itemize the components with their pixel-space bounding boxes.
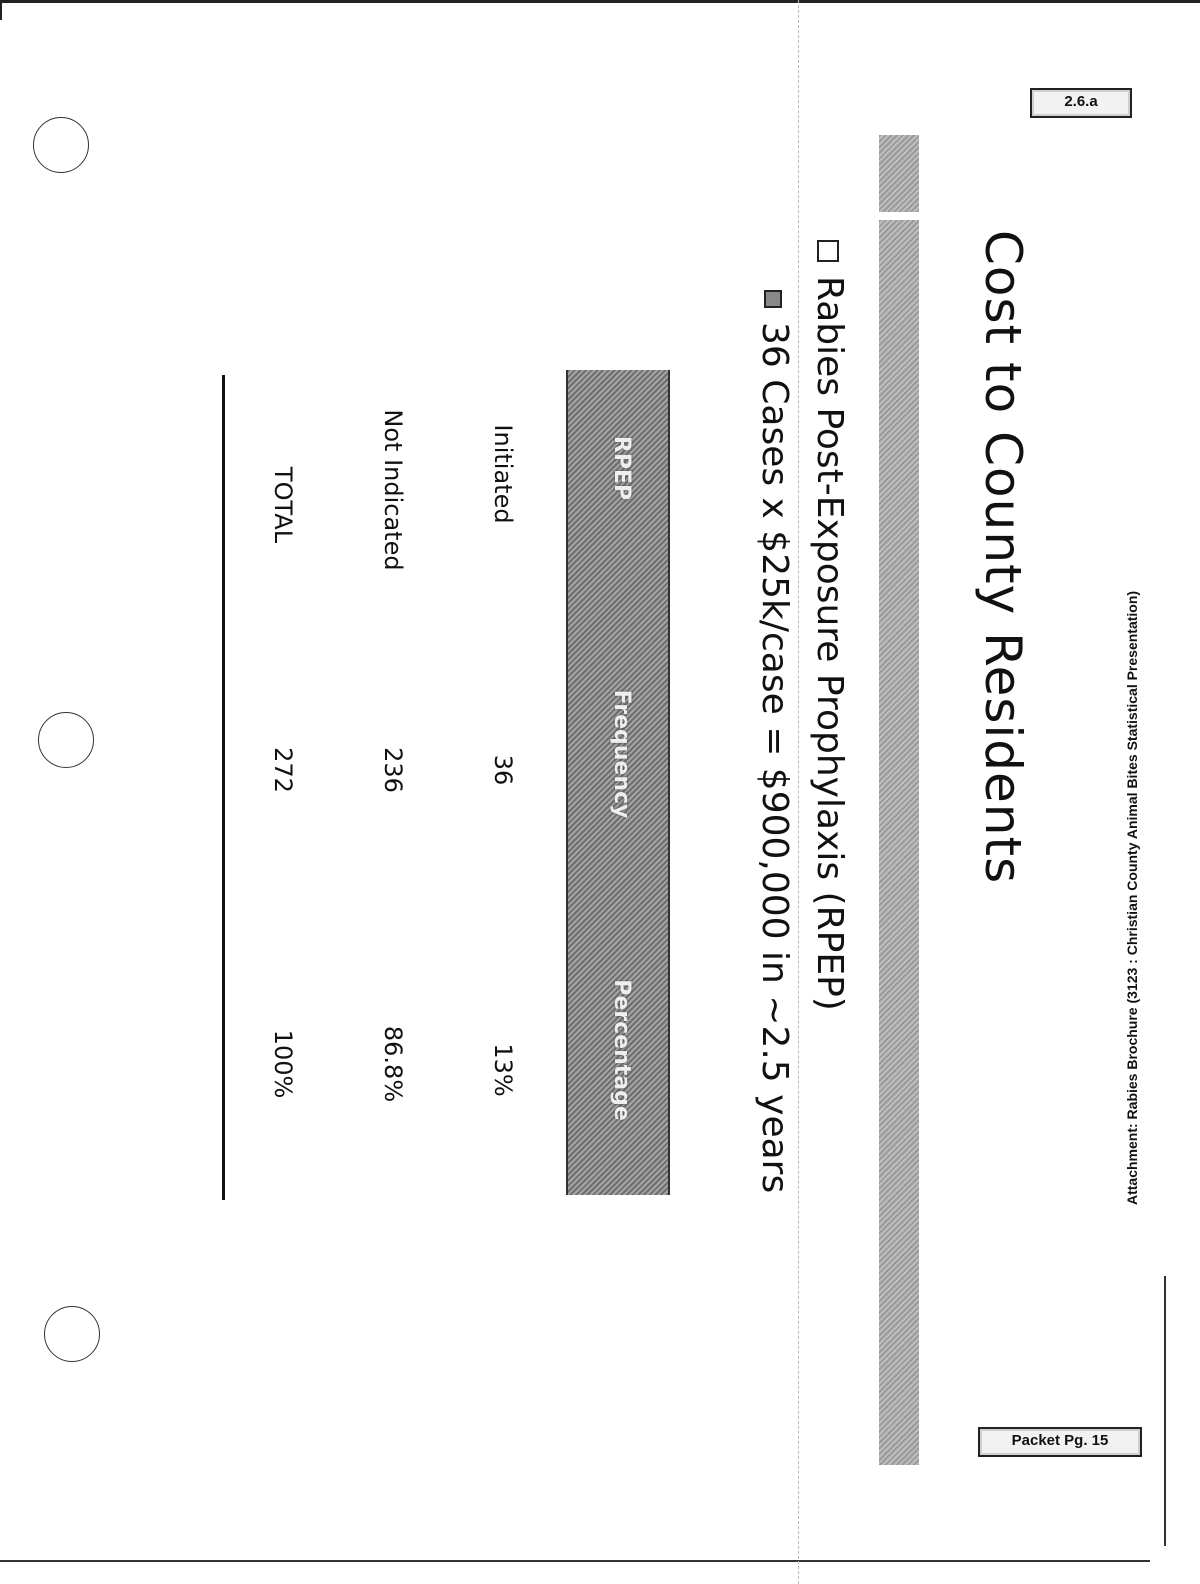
- table-bottom-rule: [222, 375, 225, 1200]
- checkbox-bullet-icon: [817, 240, 839, 262]
- item-number-stamp: 2.6.a: [1030, 88, 1132, 118]
- table-cell: 236: [379, 747, 407, 793]
- slide-title: Cost to County Residents: [974, 230, 1032, 885]
- table-header-rpep: RPEP: [609, 435, 634, 501]
- table-header-frequency: Frequency: [609, 689, 634, 819]
- table-cell: Not Indicated: [379, 409, 407, 571]
- attachment-caption: Attachment: Rabies Brochure (3123 : Christian County Animal Bites Statistical Presentation): [1124, 590, 1140, 1205]
- bullet-rpep: [809, 240, 850, 1011]
- table-cell: 13%: [489, 1043, 517, 1097]
- bullet-text: 36 Cases x $25k/case = $900,000 in ~2.5 years: [754, 322, 795, 1194]
- table-cell: 272: [269, 747, 297, 793]
- table-cell: 36: [489, 754, 517, 786]
- square-bullet-icon: [764, 290, 782, 308]
- packet-page-stamp: Packet Pg. 15: [978, 1427, 1142, 1457]
- table-header-percentage: Percentage: [609, 979, 634, 1121]
- title-rule-bar: [879, 135, 919, 1465]
- table-cell: 86.8%: [379, 1025, 407, 1103]
- table-cell: 100%: [269, 1029, 297, 1099]
- table-cell: TOTAL: [269, 466, 297, 544]
- bullet-text: Rabies Post-Exposure Prophylaxis (RPEP): [809, 276, 850, 1011]
- title-rule-notch: [879, 212, 919, 220]
- table-cell: Initiated: [489, 424, 517, 524]
- bullet-cost: [754, 290, 795, 1193]
